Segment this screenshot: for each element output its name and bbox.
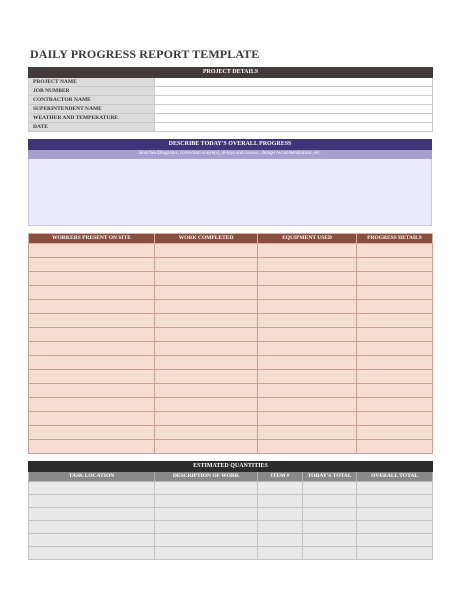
table-cell[interactable]: [29, 521, 155, 534]
item-number-header: ITEM #: [258, 472, 303, 482]
table-cell[interactable]: [258, 314, 357, 328]
table-row: [29, 258, 433, 272]
date-field[interactable]: [155, 123, 433, 132]
workers-present-header: WORKERS PRESENT ON SITE: [29, 234, 155, 244]
description-of-work-header: DESCRIPTION OF WORK: [155, 472, 258, 482]
table-cell[interactable]: [357, 384, 433, 398]
project-name-row: [29, 78, 433, 87]
table-cell[interactable]: [357, 272, 433, 286]
job-number-label: JOB NUMBER: [29, 87, 155, 96]
date-label: DATE: [29, 123, 155, 132]
table-cell[interactable]: [155, 495, 258, 508]
table-cell[interactable]: [357, 314, 433, 328]
table-cell[interactable]: [357, 258, 433, 272]
table-cell[interactable]: [258, 508, 303, 521]
table-cell[interactable]: [258, 482, 303, 495]
estimated-quantities-table: [28, 461, 433, 560]
table-cell[interactable]: [357, 426, 433, 440]
table-row: [29, 547, 433, 560]
table-cell[interactable]: [258, 534, 303, 547]
table-cell[interactable]: [29, 328, 155, 342]
table-cell[interactable]: [303, 547, 357, 560]
table-cell[interactable]: [29, 547, 155, 560]
table-cell[interactable]: [29, 534, 155, 547]
table-cell[interactable]: [258, 547, 303, 560]
table-cell[interactable]: [357, 495, 433, 508]
weather-label: WEATHER AND TEMPERATURE: [29, 114, 155, 123]
table-cell[interactable]: [29, 244, 155, 258]
table-cell[interactable]: [357, 482, 433, 495]
table-cell[interactable]: [303, 534, 357, 547]
table-row: [29, 398, 433, 412]
table-cell[interactable]: [258, 370, 357, 384]
table-cell[interactable]: [29, 356, 155, 370]
table-row: [29, 314, 433, 328]
table-cell[interactable]: [357, 521, 433, 534]
table-cell[interactable]: [155, 272, 258, 286]
table-cell[interactable]: [357, 547, 433, 560]
table-cell[interactable]: [303, 495, 357, 508]
table-cell[interactable]: [155, 356, 258, 370]
table-row: [29, 384, 433, 398]
table-cell[interactable]: [29, 314, 155, 328]
table-cell[interactable]: [155, 398, 258, 412]
table-cell[interactable]: [357, 342, 433, 356]
overall-progress-hint: Sketches/Diagrams, correction notice(s), delays and causes, change recommendations, etc.: [29, 150, 432, 159]
table-row: [29, 412, 433, 426]
table-row: [29, 534, 433, 547]
table-cell[interactable]: [258, 272, 357, 286]
table-cell[interactable]: [357, 300, 433, 314]
superintendent-name-label: SUPERINTENDENT NAME: [29, 105, 155, 114]
table-cell[interactable]: [155, 521, 258, 534]
table-cell[interactable]: [155, 300, 258, 314]
table-cell[interactable]: [357, 356, 433, 370]
contractor-name-field[interactable]: [155, 96, 433, 105]
table-cell[interactable]: [357, 398, 433, 412]
table-cell[interactable]: [258, 286, 357, 300]
table-cell[interactable]: [155, 426, 258, 440]
todays-total-header: TODAY'S TOTAL: [303, 472, 357, 482]
table-cell[interactable]: [258, 495, 303, 508]
table-row: [29, 328, 433, 342]
task-location-header: TASK LOCATION: [29, 472, 155, 482]
estimated-quantities-header: ESTIMATED QUANTITIES: [29, 462, 433, 472]
job-number-row: [29, 87, 433, 96]
table-cell[interactable]: [155, 412, 258, 426]
table-cell[interactable]: [303, 508, 357, 521]
table-cell[interactable]: [29, 258, 155, 272]
table-cell[interactable]: [29, 412, 155, 426]
table-row: [29, 508, 433, 521]
project-details-table: [28, 67, 433, 132]
table-cell[interactable]: [258, 398, 357, 412]
table-cell[interactable]: [258, 258, 357, 272]
table-cell[interactable]: [29, 300, 155, 314]
table-cell[interactable]: [155, 547, 258, 560]
table-row: [29, 244, 433, 258]
table-row: [29, 342, 433, 356]
table-cell[interactable]: [29, 272, 155, 286]
project-name-label: PROJECT NAME: [29, 78, 155, 87]
table-cell[interactable]: [258, 426, 357, 440]
project-name-field[interactable]: [155, 78, 433, 87]
table-cell[interactable]: [29, 482, 155, 495]
table-cell[interactable]: [155, 370, 258, 384]
table-cell[interactable]: [29, 398, 155, 412]
table-row: [29, 495, 433, 508]
table-row: [29, 272, 433, 286]
table-row: [29, 286, 433, 300]
overall-progress-section: [28, 139, 432, 226]
table-cell[interactable]: [155, 384, 258, 398]
work-completed-header: WORK COMPLETED: [155, 234, 258, 244]
table-row: [29, 300, 433, 314]
table-cell[interactable]: [357, 370, 433, 384]
table-row: [29, 426, 433, 440]
table-cell[interactable]: [155, 440, 258, 454]
table-cell[interactable]: [29, 426, 155, 440]
table-cell[interactable]: [258, 356, 357, 370]
table-cell[interactable]: [29, 508, 155, 521]
page-title: DAILY PROGRESS REPORT TEMPLATE: [30, 47, 260, 61]
table-cell[interactable]: [258, 300, 357, 314]
table-cell[interactable]: [258, 342, 357, 356]
contractor-name-label: CONTRACTOR NAME: [29, 96, 155, 105]
table-cell[interactable]: [357, 508, 433, 521]
table-cell[interactable]: [155, 314, 258, 328]
table-cell[interactable]: [29, 495, 155, 508]
table-cell[interactable]: [155, 286, 258, 300]
table-cell[interactable]: [155, 342, 258, 356]
progress-details-header: PROGRESS DETAILS: [357, 234, 433, 244]
table-cell[interactable]: [357, 244, 433, 258]
table-cell[interactable]: [258, 412, 357, 426]
superintendent-name-row: [29, 105, 433, 114]
table-row: [29, 356, 433, 370]
contractor-name-row: [29, 96, 433, 105]
table-cell[interactable]: [29, 286, 155, 300]
table-cell[interactable]: [155, 482, 258, 495]
table-cell[interactable]: [155, 534, 258, 547]
table-cell[interactable]: [357, 534, 433, 547]
table-cell[interactable]: [357, 286, 433, 300]
table-cell[interactable]: [258, 328, 357, 342]
table-cell[interactable]: [29, 342, 155, 356]
table-cell[interactable]: [29, 384, 155, 398]
table-cell[interactable]: [155, 508, 258, 521]
table-row: [29, 482, 433, 495]
overall-total-header: OVERALL TOTAL: [357, 472, 433, 482]
table-cell[interactable]: [155, 328, 258, 342]
weather-field[interactable]: [155, 114, 433, 123]
table-cell[interactable]: [155, 244, 258, 258]
table-cell[interactable]: [303, 482, 357, 495]
table-row: [29, 440, 433, 454]
table-cell[interactable]: [258, 440, 357, 454]
table-row: [29, 521, 433, 534]
job-number-field[interactable]: [155, 87, 433, 96]
overall-progress-textarea[interactable]: [29, 159, 432, 226]
overall-progress-header: DESCRIBE TODAY'S OVERALL PROGRESS: [29, 140, 432, 150]
project-details-header: PROJECT DETAILS: [29, 68, 433, 78]
table-cell[interactable]: [258, 244, 357, 258]
table-row: [29, 370, 433, 384]
table-cell[interactable]: [155, 258, 258, 272]
table-cell[interactable]: [29, 440, 155, 454]
work-log-table: [28, 233, 433, 454]
table-cell[interactable]: [29, 370, 155, 384]
table-cell[interactable]: [357, 412, 433, 426]
table-cell[interactable]: [303, 521, 357, 534]
superintendent-name-field[interactable]: [155, 105, 433, 114]
table-cell[interactable]: [258, 521, 303, 534]
table-cell[interactable]: [357, 328, 433, 342]
equipment-used-header: EQUIPMENT USED: [258, 234, 357, 244]
table-cell[interactable]: [258, 384, 357, 398]
date-row: [29, 123, 433, 132]
table-cell[interactable]: [357, 440, 433, 454]
weather-row: [29, 114, 433, 123]
